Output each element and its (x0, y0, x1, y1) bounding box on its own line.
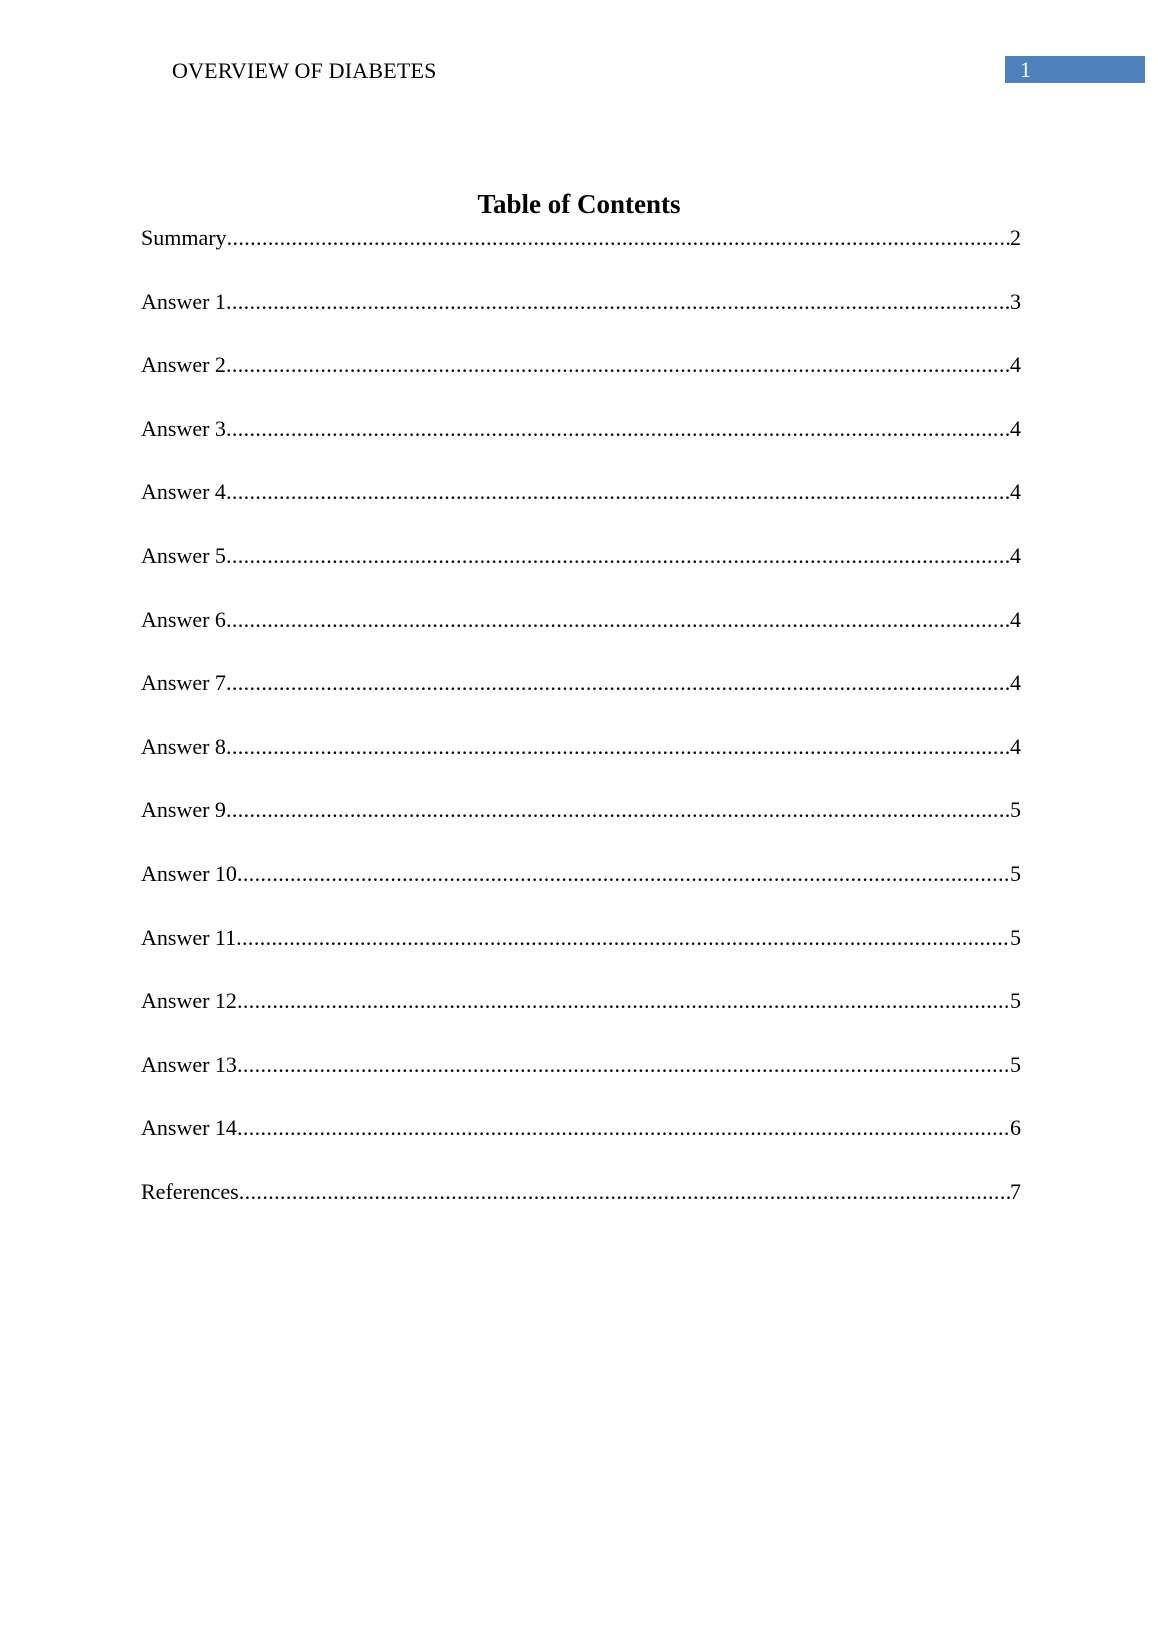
toc-entry-label: Answer 12 (141, 988, 237, 1014)
toc-entry-answer-12[interactable] (141, 985, 1021, 1049)
toc-entry-page: 6 (1010, 1115, 1021, 1141)
toc-entry-page: 4 (1010, 352, 1021, 378)
toc-entry-page: 5 (1010, 860, 1021, 886)
toc-entry-page: 7 (1010, 1178, 1021, 1204)
toc-entry-label: Answer 7 (141, 670, 226, 696)
toc-entry-label: Answer 1 (141, 288, 226, 314)
toc-leader-dots (237, 985, 1010, 1017)
toc-entry-label: Summary (141, 225, 227, 250)
toc-entry-label: Answer 9 (141, 797, 226, 823)
toc-leader-dots (226, 349, 1010, 381)
toc-entry-label: Answer 10 (141, 860, 237, 886)
toc-entry-references[interactable] (141, 1176, 1021, 1240)
toc-entry-label: Answer 4 (141, 479, 226, 505)
toc-entry-page: 4 (1010, 415, 1021, 441)
toc-entry-label: Answer 13 (141, 1051, 237, 1077)
toc-leader-dots (226, 476, 1010, 508)
toc-entry-answer-11[interactable] (141, 922, 1021, 986)
toc-leader-dots (227, 222, 1010, 254)
toc-entry-answer-1[interactable] (141, 286, 1021, 350)
toc-leader-dots (226, 413, 1010, 445)
toc-entry-label: Answer 8 (141, 733, 226, 759)
toc-leader-dots (236, 922, 1010, 954)
toc-entry-label: Answer 3 (141, 415, 226, 441)
page-number-box (1005, 56, 1145, 83)
toc-entry-answer-2[interactable] (141, 349, 1021, 413)
toc-entry-answer-6[interactable] (141, 604, 1021, 668)
toc-entry-label: Answer 14 (141, 1115, 237, 1141)
toc-entry-page: 3 (1010, 288, 1021, 314)
toc-entry-page: 5 (1010, 924, 1021, 950)
toc-entry-summary[interactable] (141, 222, 1021, 286)
toc-entry-answer-13[interactable] (141, 1049, 1021, 1113)
toc-entry-answer-14[interactable] (141, 1112, 1021, 1176)
toc-title: Table of Contents (477, 189, 681, 219)
toc-entry-label: Answer 6 (141, 606, 226, 632)
toc-entry-answer-5[interactable] (141, 540, 1021, 604)
toc-leader-dots (226, 667, 1010, 699)
toc-list (141, 222, 1021, 1240)
toc-leader-dots (226, 540, 1010, 572)
toc-leader-dots (226, 604, 1010, 636)
toc-leader-dots (226, 794, 1010, 826)
toc-entry-label: Answer 11 (141, 924, 237, 950)
toc-leader-dots (237, 1049, 1010, 1081)
toc-leader-dots (239, 1176, 1010, 1208)
toc-entry-page: 4 (1010, 542, 1021, 568)
toc-entry-answer-8[interactable] (141, 731, 1021, 795)
toc-entry-page: 5 (1010, 797, 1021, 823)
toc-entry-label: References (141, 1178, 239, 1204)
toc-leader-dots (237, 1112, 1010, 1144)
running-head: OVERVIEW OF DIABETES (172, 58, 437, 83)
toc-entry-page: 5 (1010, 1051, 1021, 1077)
toc-entry-answer-3[interactable] (141, 413, 1021, 477)
toc-entry-answer-4[interactable] (141, 476, 1021, 540)
toc-entry-page: 4 (1010, 479, 1021, 505)
toc-leader-dots (237, 858, 1010, 890)
toc-entry-answer-9[interactable] (141, 794, 1021, 858)
toc-entry-page: 5 (1010, 988, 1021, 1014)
toc-entry-answer-10[interactable] (141, 858, 1021, 922)
toc-entry-page: 4 (1010, 606, 1021, 632)
toc-leader-dots (226, 286, 1010, 318)
page-number: 1 (1020, 57, 1031, 82)
toc-leader-dots (226, 731, 1010, 763)
toc-entry-page: 4 (1010, 670, 1021, 696)
toc-entry-page: 4 (1010, 733, 1021, 759)
toc-entry-answer-7[interactable] (141, 667, 1021, 731)
toc-entry-label: Answer 5 (141, 542, 226, 568)
toc-entry-label: Answer 2 (141, 352, 226, 378)
toc-entry-page: 2 (1010, 225, 1021, 250)
